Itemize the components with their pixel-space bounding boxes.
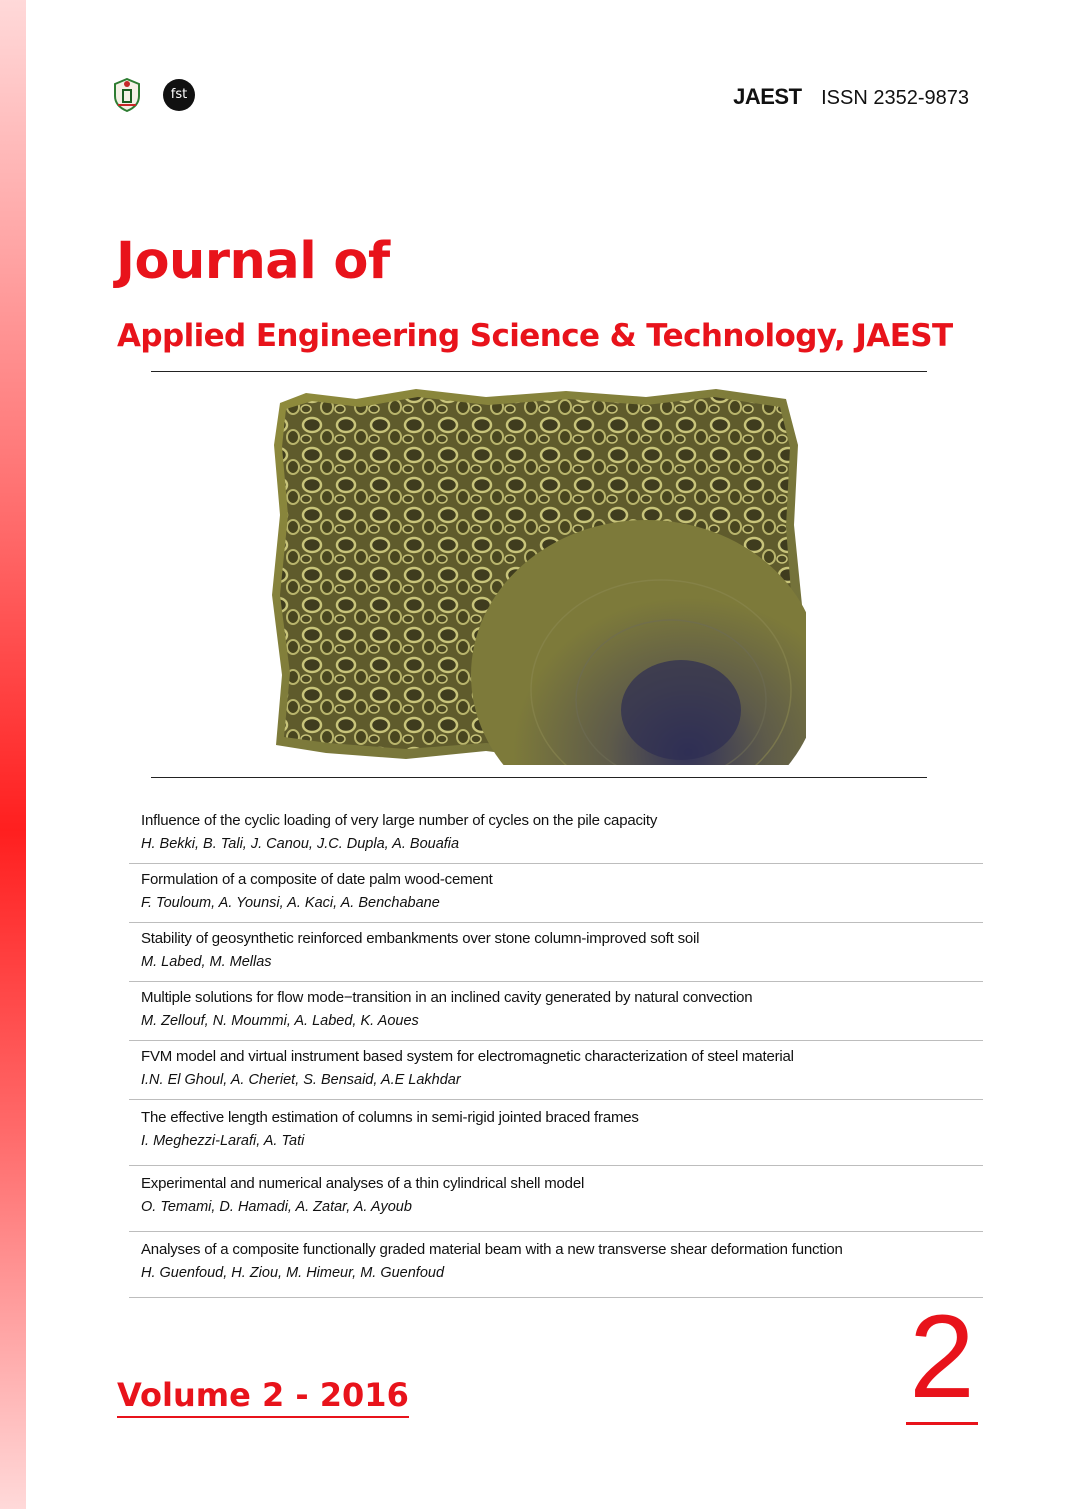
- article-authors: M. Zellouf, N. Moummi, A. Labed, K. Aoues: [141, 1013, 419, 1029]
- issue-number: 2: [906, 1292, 978, 1425]
- toc-entry[interactable]: [129, 1166, 983, 1232]
- table-of-contents: [129, 805, 983, 1298]
- toc-entry[interactable]: [129, 805, 983, 864]
- toc-entry[interactable]: [129, 864, 983, 923]
- issn-block: [733, 84, 969, 110]
- article-authors: H. Bekki, B. Tali, J. Canou, J.C. Dupla, A. Bouafia: [141, 836, 460, 852]
- article-authors: M. Labed, M. Mellas: [141, 954, 272, 970]
- toc-entry[interactable]: [129, 1041, 983, 1100]
- article-title[interactable]: The effective length estimation of columns in semi-rigid jointed braced frames: [141, 1109, 639, 1126]
- article-title[interactable]: Stability of geosynthetic reinforced embankments over stone column-improved soft soil: [141, 930, 700, 947]
- article-title[interactable]: Experimental and numerical analyses of a thin cylindrical shell model: [141, 1175, 585, 1192]
- journal-abbreviation: JAEST: [733, 84, 802, 109]
- article-authors: O. Temami, D. Hamadi, A. Zatar, A. Ayoub: [141, 1199, 412, 1215]
- article-authors: H. Guenfoud, H. Ziou, M. Himeur, M. Guenfoud: [141, 1265, 445, 1281]
- toc-entry[interactable]: [129, 1232, 983, 1298]
- header-logos: [112, 78, 196, 112]
- university-seal-icon: [112, 78, 142, 112]
- article-authors: I. Meghezzi-Larafi, A. Tati: [141, 1133, 305, 1149]
- issn-number: ISSN 2352-9873: [821, 87, 969, 109]
- article-title[interactable]: FVM model and virtual instrument based system for electromagnetic characterization of steel material: [141, 1048, 794, 1065]
- porous-microstructure-image: [266, 385, 806, 765]
- fst-logo-icon: [162, 78, 196, 112]
- journal-title-line2: Applied Engineering Science & Technology, JAEST: [117, 318, 953, 354]
- article-title[interactable]: Analyses of a composite functionally graded material beam with a new transverse shear deformation function: [141, 1241, 843, 1258]
- article-title[interactable]: Influence of the cyclic loading of very large number of cycles on the pile capacity: [141, 812, 658, 829]
- title-divider-top: [151, 371, 927, 372]
- image-divider-bottom: [151, 777, 927, 778]
- toc-entry[interactable]: [129, 982, 983, 1041]
- toc-entry[interactable]: [129, 923, 983, 982]
- article-title[interactable]: Multiple solutions for flow mode−transition in an inclined cavity generated by natural convection: [141, 989, 753, 1006]
- volume-label: Volume 2 - 2016: [117, 1376, 409, 1418]
- fst-logo-text: fst: [170, 87, 188, 102]
- side-color-band: [0, 0, 26, 1509]
- toc-entry[interactable]: [129, 1100, 983, 1166]
- article-authors: I.N. El Ghoul, A. Cheriet, S. Bensaid, A.E Lakhdar: [141, 1072, 461, 1088]
- journal-title-line1: Journal of: [116, 232, 390, 291]
- article-title[interactable]: Formulation of a composite of date palm wood-cement: [141, 871, 493, 888]
- article-authors: F. Touloum, A. Younsi, A. Kaci, A. Benchabane: [141, 895, 440, 911]
